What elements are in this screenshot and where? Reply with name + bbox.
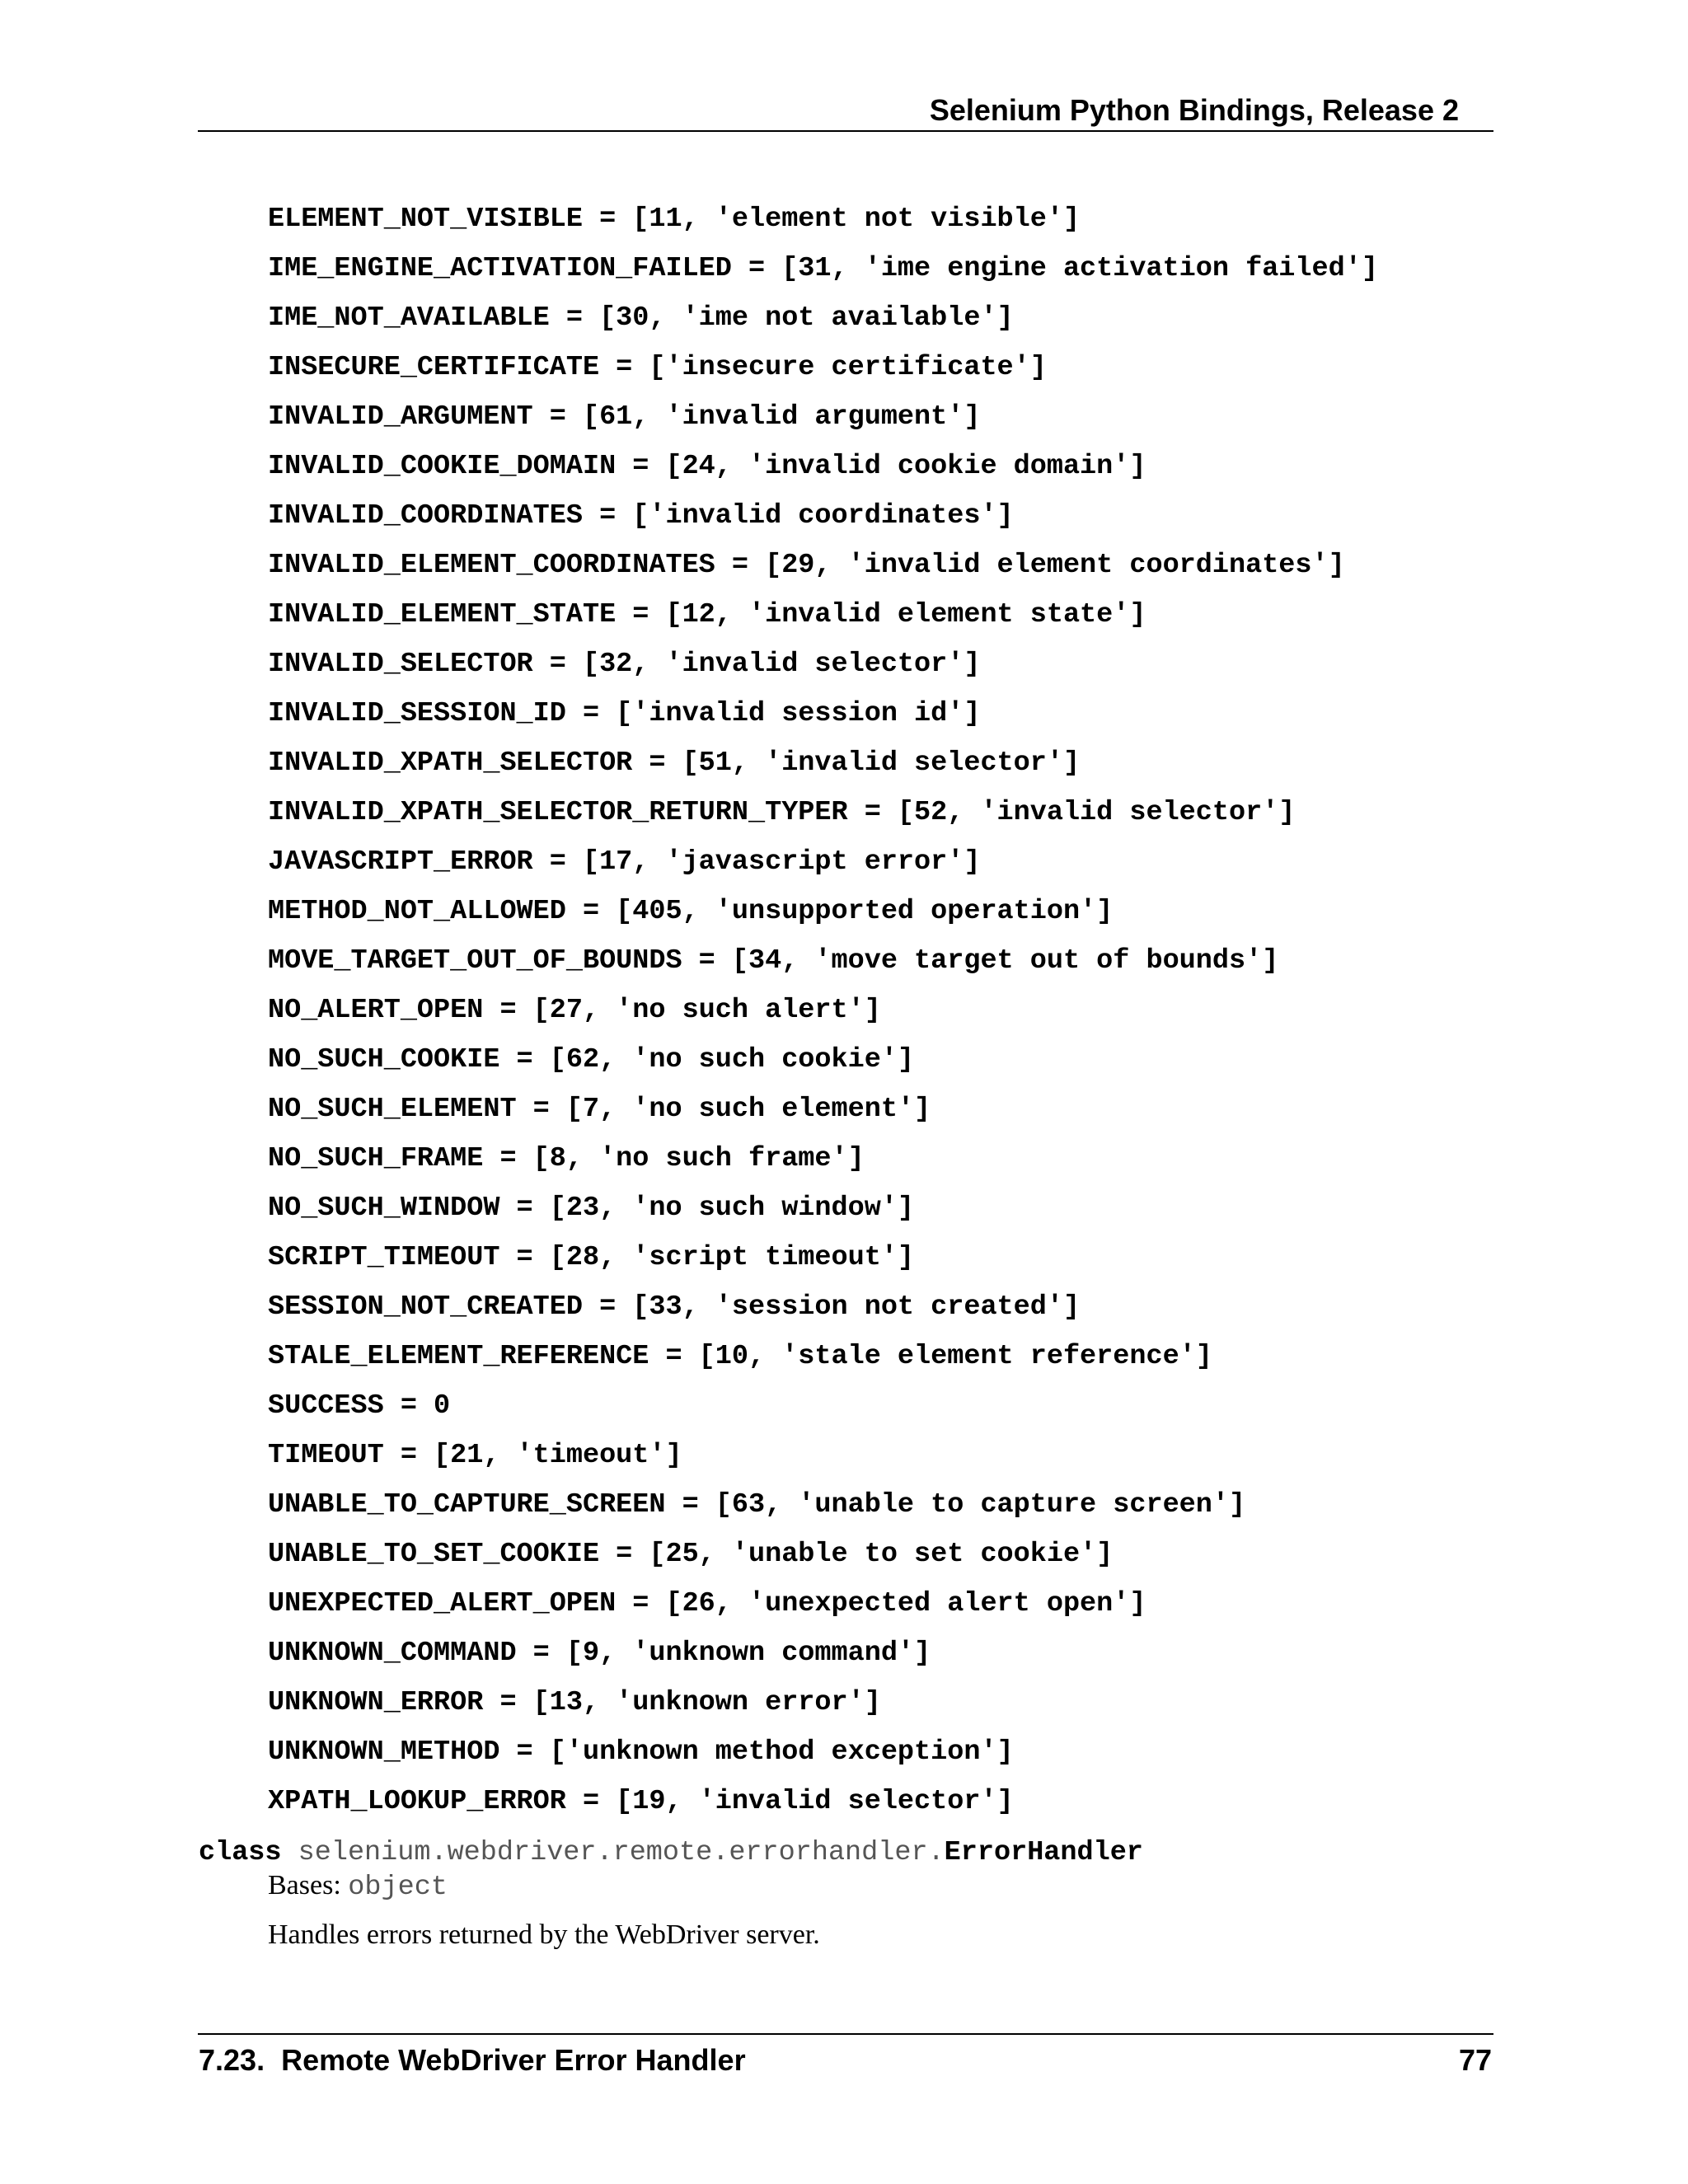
attribute-entry: NO_SUCH_ELEMENT = [7, 'no such element'] xyxy=(268,1094,931,1125)
module-prefix: selenium.webdriver.remote.errorhandler. xyxy=(298,1837,945,1868)
attribute-entry: SCRIPT_TIMEOUT = [28, 'script timeout'] xyxy=(268,1242,915,1273)
bases-value: object xyxy=(348,1872,448,1903)
attribute-entry: SUCCESS = 0 xyxy=(268,1390,451,1422)
bases-label: Bases: xyxy=(268,1870,341,1900)
attribute-entry: INVALID_COORDINATES = ['invalid coordinates'] xyxy=(268,500,1014,532)
attribute-entry: IME_NOT_AVAILABLE = [30, 'ime not available'] xyxy=(268,302,1014,334)
attribute-entry: IME_ENGINE_ACTIVATION_FAILED = [31, 'ime engine activation failed'] xyxy=(268,253,1378,284)
attribute-entry: UNKNOWN_METHOD = ['unknown method exception'] xyxy=(268,1736,1014,1768)
attribute-entry: INVALID_COOKIE_DOMAIN = [24, 'invalid cookie domain'] xyxy=(268,451,1146,482)
attribute-entry: INVALID_ARGUMENT = [61, 'invalid argument'] xyxy=(268,401,981,433)
attribute-entry: UNKNOWN_ERROR = [13, 'unknown error'] xyxy=(268,1687,881,1718)
attribute-entry: INVALID_SELECTOR = [32, 'invalid selector'] xyxy=(268,649,981,680)
attribute-entry: XPATH_LOOKUP_ERROR = [19, 'invalid selector'] xyxy=(268,1786,1014,1817)
page-number: 77 xyxy=(1458,2043,1492,2077)
attribute-entry: UNABLE_TO_SET_COOKIE = [25, 'unable to set cookie'] xyxy=(268,1539,1114,1570)
footer-divider xyxy=(198,2033,1493,2035)
attribute-entry: UNEXPECTED_ALERT_OPEN = [26, 'unexpected alert open'] xyxy=(268,1588,1146,1619)
attribute-entry: SESSION_NOT_CREATED = [33, 'session not created'] xyxy=(268,1291,1081,1323)
header-divider xyxy=(198,130,1493,132)
attribute-entry: ELEMENT_NOT_VISIBLE = [11, 'element not visible'] xyxy=(268,204,1081,235)
attribute-entry: NO_SUCH_FRAME = [8, 'no such frame'] xyxy=(268,1143,865,1174)
class-signature xyxy=(199,1835,1143,1871)
class-description: Handles errors returned by the WebDriver server. xyxy=(268,1919,820,1950)
attribute-entry: NO_SUCH_WINDOW = [23, 'no such window'] xyxy=(268,1193,915,1224)
attribute-entry: TIMEOUT = [21, 'timeout'] xyxy=(268,1440,682,1471)
attribute-entry: METHOD_NOT_ALLOWED = [405, 'unsupported operation'] xyxy=(268,896,1114,927)
attribute-entry: INSECURE_CERTIFICATE = ['insecure certificate'] xyxy=(268,352,1047,383)
attribute-entry: NO_SUCH_COOKIE = [62, 'no such cookie'] xyxy=(268,1044,915,1076)
attribute-entry: UNABLE_TO_CAPTURE_SCREEN = [63, 'unable to capture screen'] xyxy=(268,1489,1246,1521)
attribute-list xyxy=(268,194,1378,1826)
footer-section-title: 7.23. Remote WebDriver Error Handler xyxy=(199,2043,746,2077)
attribute-entry: MOVE_TARGET_OUT_OF_BOUNDS = [34, 'move target out of bounds'] xyxy=(268,945,1279,977)
attribute-entry: JAVASCRIPT_ERROR = [17, 'javascript error'] xyxy=(268,846,981,878)
attribute-entry: INVALID_SESSION_ID = ['invalid session id'] xyxy=(268,698,981,729)
running-header: Selenium Python Bindings, Release 2 xyxy=(929,93,1459,127)
class-name: ErrorHandler xyxy=(944,1837,1143,1868)
bases-line xyxy=(268,1868,448,1905)
attribute-entry: INVALID_ELEMENT_STATE = [12, 'invalid element state'] xyxy=(268,599,1146,630)
attribute-entry: INVALID_XPATH_SELECTOR_RETURN_TYPER = [52, 'invalid selector'] xyxy=(268,797,1296,828)
attribute-entry: NO_ALERT_OPEN = [27, 'no such alert'] xyxy=(268,995,881,1026)
attribute-entry: INVALID_XPATH_SELECTOR = [51, 'invalid selector'] xyxy=(268,748,1081,779)
attribute-entry: UNKNOWN_COMMAND = [9, 'unknown command'] xyxy=(268,1638,931,1669)
attribute-entry: STALE_ELEMENT_REFERENCE = [10, 'stale element reference'] xyxy=(268,1341,1212,1372)
class-keyword: class xyxy=(199,1837,282,1868)
attribute-entry: INVALID_ELEMENT_COORDINATES = [29, 'invalid element coordinates'] xyxy=(268,550,1345,581)
